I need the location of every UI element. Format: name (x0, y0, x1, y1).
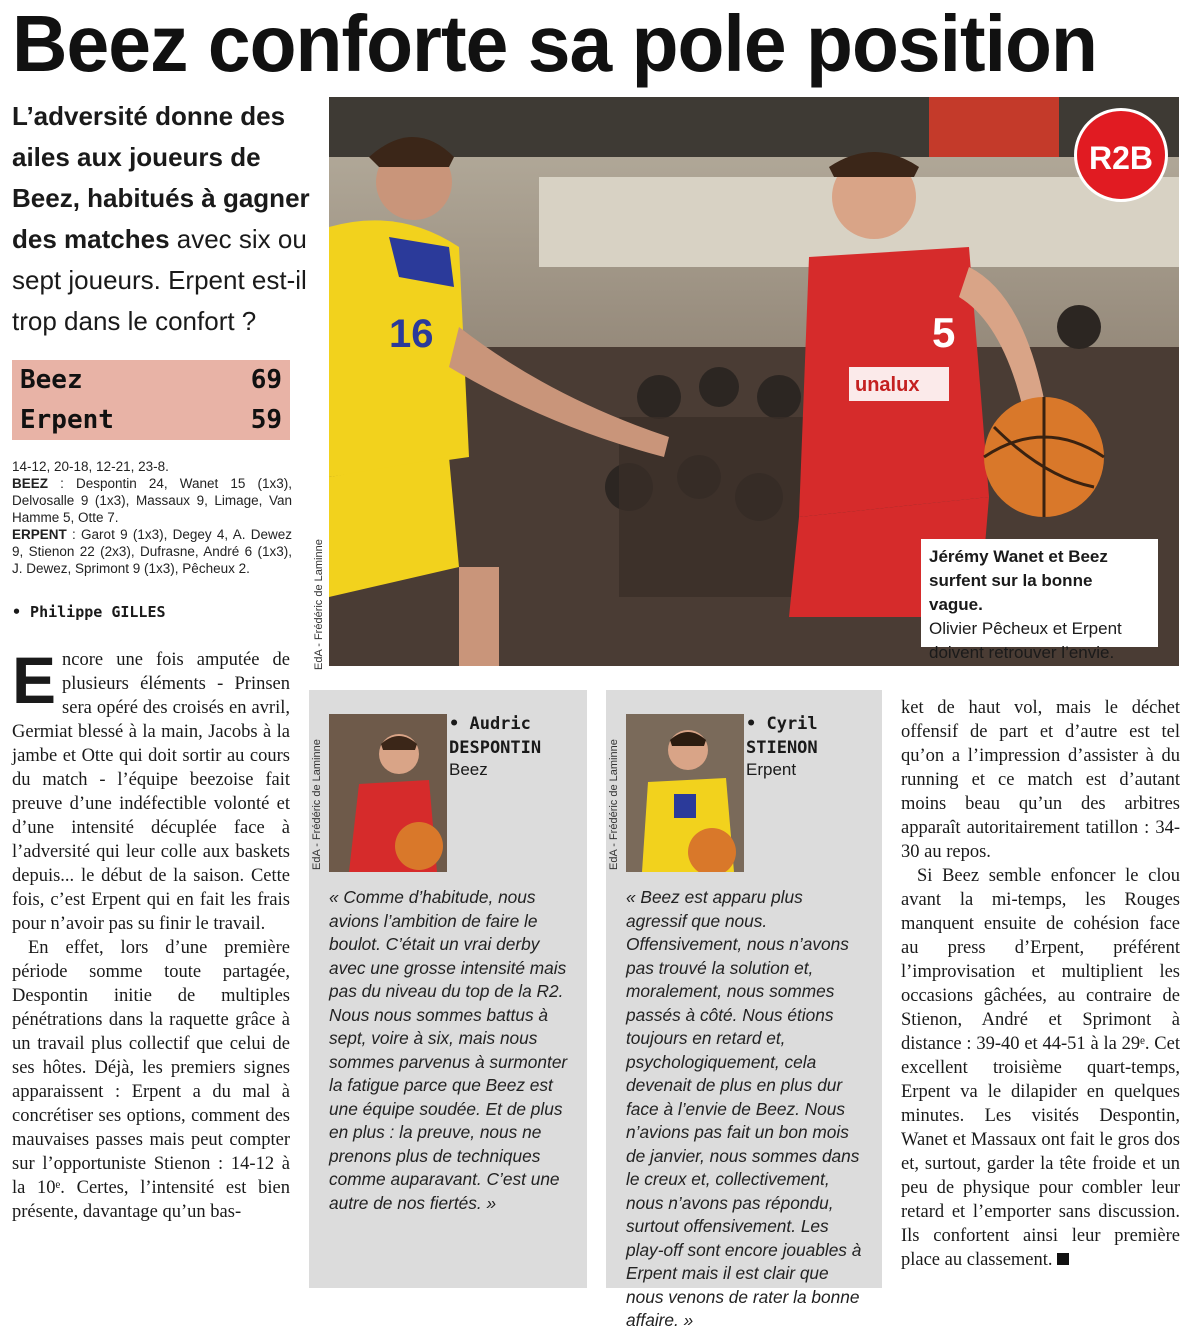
quote-photo-credit: EdA - Frédéric de Laminne (608, 739, 620, 870)
quote-box-stienon (606, 690, 882, 1330)
division-badge: R2B (1074, 108, 1168, 202)
player-portrait-stienon (626, 714, 744, 872)
home-team: Beez (20, 365, 83, 395)
photo-caption (921, 539, 1158, 662)
beez-stats (12, 475, 292, 526)
player-portrait-despontin (329, 714, 447, 872)
erpent-players: : Garot 9 (1x3), Degey 4, A. Dewez 9, Stienon 22 (2x3), Dufrasne, André 6 (1x3), J. Dewez, Sprimont 9 (1x3), Pêcheux 2. (12, 527, 292, 576)
quote-text: « Beez est apparu plus agressif que nous. Offensivement, nous n’avons pas trouvé la solution et, moralement, nous sommes passés à côté. Nous étions toujours en retard et, psychologiquement, cela devenait de plus en plus dur face à l’envie de Beez. Nous n’avions pas fait un bon mois de janvier, nous sommes dans le creux et, collectivement, nous n’avons pas répondu, surtout offensivement. Les play-off sont encore jouables à Erpent mais il est clair que nous venons de rater la bonne affaire. » (626, 887, 862, 1330)
paragraph-1-text: ncore une fois amputée de plusieurs éléments - Prinsen sera opéré des croisés en avril, Germiat blessé à la main, Jacobs à la jambe et Otte qui doit sortir au cours du match - l’équipe beezoise fait preuve d’une indéfectible volonté et d’une intensité décuplée face à l’adversité qui leur colle aux baskets depuis... le début de la saison. Cette fois, c’est Erpent qui en fait les frais pour n’avoir pas su finir le travail. (12, 650, 290, 934)
quote-photo-credit: EdA - Frédéric de Laminne (311, 739, 323, 870)
article-paragraph-2: En effet, lors d’une première période somme toute partagée, Despontin initie de multiples pénétrations dans la raquette grâce à un travail plus collectif que celui de ses hôtes. Déjà, les premiers signes apparaissent : Erpent a du mal à concrétiser ses options, comment des mauvaises passes mais peut compter sur l’opportuniste Stienon : 14-12 à la 10ᵉ. Certes, l’intensité est bien présente, davantage qu’un bas- (12, 938, 290, 1222)
quarter-scores: 14-12, 20-18, 12-21, 23-8. (12, 459, 169, 474)
article-column-1 (12, 643, 290, 1224)
lede (12, 96, 312, 342)
away-team: Erpent (20, 405, 114, 435)
drop-cap: E (12, 643, 57, 717)
beez-players: : Despontin 24, Wanet 15 (1x3), Delvosalle 9 (1x3), Massaux 9, Limage, Van Hamme 5, Otte 7. (12, 476, 292, 525)
match-stats (12, 458, 292, 577)
end-of-article-icon (1057, 1253, 1069, 1265)
quote-text: « Comme d’habitude, nous avions l’ambition de faire le boulot. C’était un vrai derby avec une grosse intensité mais pas du niveau du top de la R2. Nous nous sommes battus à sept, voire à six, mais nous sommes parvenus à surmonter la fatigue parce que Beez est une équipe soudée. Et de plus en plus : la preuve, nous ne prenons plus de techniques comme auparavant. C’est une autre de nos fiertés. » (329, 887, 568, 1213)
article-paragraph-4 (901, 864, 1180, 1272)
article-paragraph-3: ket de haut vol, mais le déchet offensif de part et d’autre est tel qu’on a l’impression d’assister à du running et ce match est d’autant moins beau qu’un des arbitres apparaît autoritairement tatillon : 34-30 au repos. (901, 698, 1180, 862)
svg-text:16: 16 (389, 312, 434, 356)
beez-label: BEEZ (12, 476, 49, 491)
erpent-stats (12, 526, 292, 577)
author-byline: • Philippe GILLES (12, 603, 166, 621)
quote-first-name: • Cyril (746, 714, 818, 734)
quote-first-name: • Audric (449, 714, 531, 734)
away-score: 59 (250, 405, 282, 435)
quote-last-name: DESPONTIN (449, 738, 542, 758)
svg-text:5: 5 (932, 309, 956, 356)
main-photo-credit: EdA - Frédéric de Laminne (313, 539, 325, 670)
score-box (12, 360, 290, 440)
quote-team: Beez (449, 760, 488, 779)
score-row-home (12, 360, 290, 400)
lede-bold: L’adversité donne des ailes aux joueurs de Beez, habitués à gagner des matches (12, 101, 310, 254)
paragraph-4-text: Si Beez semble enfoncer le clou avant la mi-temps, les Rouges manquent ensuite de cohésion face au press d’Erpent, préférent l’improvisation et multiplient les occasions gâchées, au contraire de Stienon, André et Sprimont à distance : 39-40 et 44-51 à la 29ᵉ. Cet excellent troisième quart-temps, Erpent va le dilapider en quelques minutes. Les visités Despontin, Wanet et Massaux ont fait le gros dos et, surtout, garder la tête froide et un peu de physique pour combler leur retard et l’emporter sans discussion. Ils confortent ainsi leur première place au classement. (901, 866, 1180, 1270)
article-column-4 (901, 696, 1180, 1272)
quote-last-name: STIENON (746, 738, 818, 758)
quote-box-despontin (309, 690, 587, 1288)
home-score: 69 (250, 365, 282, 395)
caption-bold: Jérémy Wanet et Beez surfent sur la bonne vague. (929, 547, 1108, 614)
caption-rest: Olivier Pêcheux et Erpent doivent retrouver l’envie. (929, 619, 1122, 662)
erpent-label: ERPENT (12, 527, 67, 542)
quote-person-name (449, 712, 541, 760)
headline: Beez conforte sa pole position (12, 0, 1097, 88)
lede-rest: avec six ou sept joueurs. Erpent est-il trop dans le confort ? (12, 224, 307, 336)
svg-text:unalux: unalux (855, 374, 920, 396)
quote-team: Erpent (746, 760, 797, 779)
article-paragraph-1 (12, 643, 290, 936)
quote-person-name (746, 712, 818, 760)
score-row-away (12, 400, 290, 440)
